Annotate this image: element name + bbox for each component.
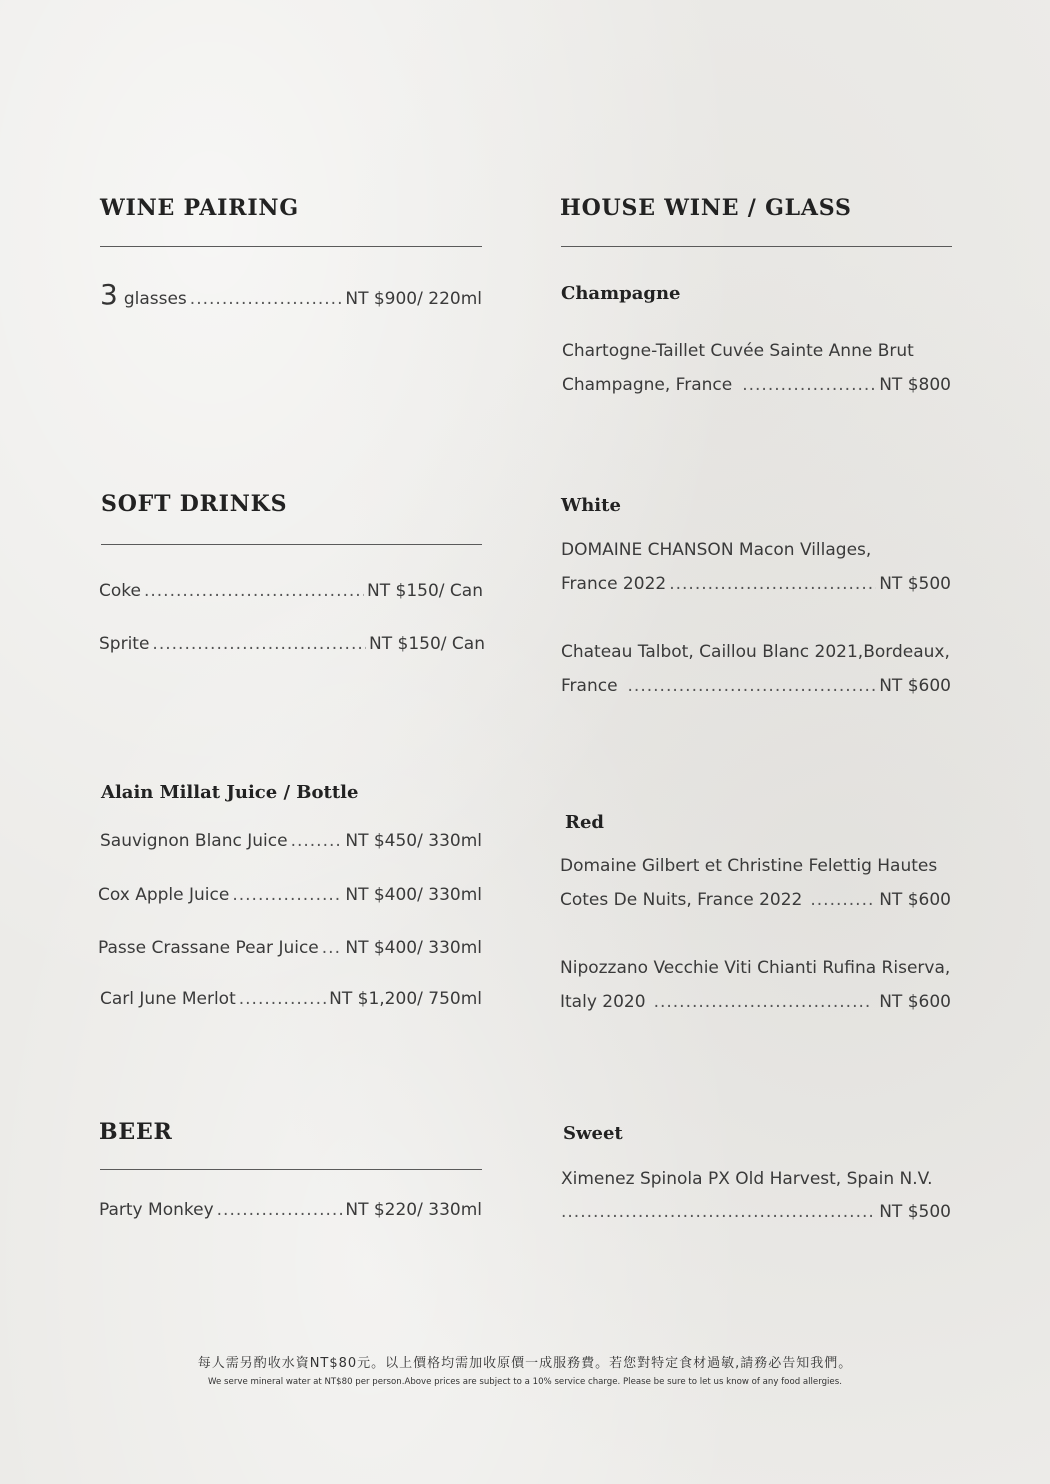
house-wine-divider	[561, 246, 952, 247]
wine-price: NT $500	[879, 1202, 951, 1222]
dot-leader	[561, 1202, 876, 1222]
item-price: NT $400/ 330ml	[345, 885, 482, 905]
dot-leader	[217, 1200, 343, 1220]
dot-leader	[190, 289, 343, 309]
wine-origin: France	[561, 676, 618, 696]
list-item	[98, 938, 482, 958]
wine-row	[560, 890, 951, 910]
dot-leader	[628, 676, 877, 696]
dot-leader	[232, 885, 342, 905]
soft-drinks-title: SOFT DRINKS	[101, 491, 288, 517]
champagne-title: Champagne	[561, 283, 681, 304]
item-name: Sauvignon Blanc Juice	[100, 831, 288, 851]
dot-leader	[291, 831, 343, 851]
dot-leader	[810, 890, 876, 910]
juice-title: Alain Millat Juice / Bottle	[101, 782, 359, 803]
item-name: Coke	[99, 581, 141, 601]
wine-price: NT $800	[879, 375, 951, 395]
list-item	[99, 634, 485, 654]
item-name: Party Monkey	[99, 1200, 214, 1220]
item-price: NT $1,200/ 750ml	[329, 989, 482, 1009]
dot-leader	[654, 992, 870, 1012]
item-name: Sprite	[99, 634, 150, 654]
dot-leader	[144, 581, 364, 601]
dot-leader	[239, 989, 326, 1009]
dot-leader	[152, 634, 366, 654]
item-name: Cox Apple Juice	[98, 885, 230, 905]
wine-price: NT $500	[879, 574, 951, 594]
wine-origin: France 2022	[561, 574, 667, 594]
wine-row	[561, 1202, 951, 1222]
wine-name: Domaine Gilbert et Christine Felettig Hautes	[560, 856, 938, 876]
beer-title: BEER	[99, 1119, 173, 1145]
wine-pairing-label: glasses	[123, 289, 187, 309]
wine-name: Chateau Talbot, Caillou Blanc 2021,Bordeaux,	[561, 642, 950, 662]
list-item	[99, 581, 483, 601]
item-price: NT $450/ 330ml	[345, 831, 482, 851]
list-item	[99, 1200, 482, 1220]
item-price: NT $150/ Can	[369, 634, 485, 654]
item-price: NT $220/ 330ml	[345, 1200, 482, 1220]
wine-pairing-divider	[100, 246, 482, 247]
wine-row	[560, 992, 951, 1012]
wine-pairing-title: WINE PAIRING	[100, 195, 299, 221]
item-price: NT $150/ Can	[367, 581, 483, 601]
list-item	[100, 831, 482, 851]
beer-divider	[100, 1169, 482, 1170]
wine-name: Nipozzano Vecchie Viti Chianti Rufina Riserva,	[560, 958, 951, 978]
soft-drinks-divider	[101, 544, 482, 545]
wine-name: DOMAINE CHANSON Macon Villages,	[561, 540, 872, 560]
footer-note-en: We serve mineral water at NT$80 per person.Above prices are subject to a 10% service charge. Please be sure to let us know of any food allergies.	[208, 1377, 842, 1387]
item-name: Passe Crassane Pear Juice	[98, 938, 319, 958]
footer-note-zh: 每人需另酌收水資NT$80元。以上價格均需加收原價一成服務費。若您對特定食材過敏,請務必告知我們。	[197, 1356, 853, 1371]
wine-row	[561, 676, 951, 696]
wine-pairing-price: NT $900/ 220ml	[345, 289, 482, 309]
wine-origin: Italy 2020	[560, 992, 646, 1012]
house-wine-title: HOUSE WINE / GLASS	[560, 195, 852, 221]
wine-price: NT $600	[879, 676, 951, 696]
wine-price: NT $600	[879, 890, 951, 910]
wine-name: Ximenez Spinola PX Old Harvest, Spain N.V.	[561, 1169, 933, 1189]
red-title: Red	[565, 812, 604, 833]
list-item	[98, 885, 482, 905]
dot-leader	[322, 938, 343, 958]
wine-name: Chartogne-Taillet Cuvée Sainte Anne Brut	[562, 341, 914, 361]
wine-origin: Cotes De Nuits, France 2022	[560, 890, 803, 910]
item-price: NT $400/ 330ml	[345, 938, 482, 958]
sweet-title: Sweet	[563, 1123, 623, 1144]
dot-leader	[742, 375, 876, 395]
wine-row	[561, 574, 951, 594]
dot-leader	[669, 574, 876, 594]
wine-row	[562, 375, 951, 395]
list-item	[100, 989, 482, 1009]
item-name: Carl June Merlot	[100, 989, 236, 1009]
wine-pairing-count: 3	[100, 278, 118, 311]
wine-origin: Champagne, France	[562, 375, 733, 395]
white-title: White	[561, 495, 621, 516]
wine-price: NT $600	[879, 992, 951, 1012]
wine-pairing-row	[100, 278, 482, 311]
